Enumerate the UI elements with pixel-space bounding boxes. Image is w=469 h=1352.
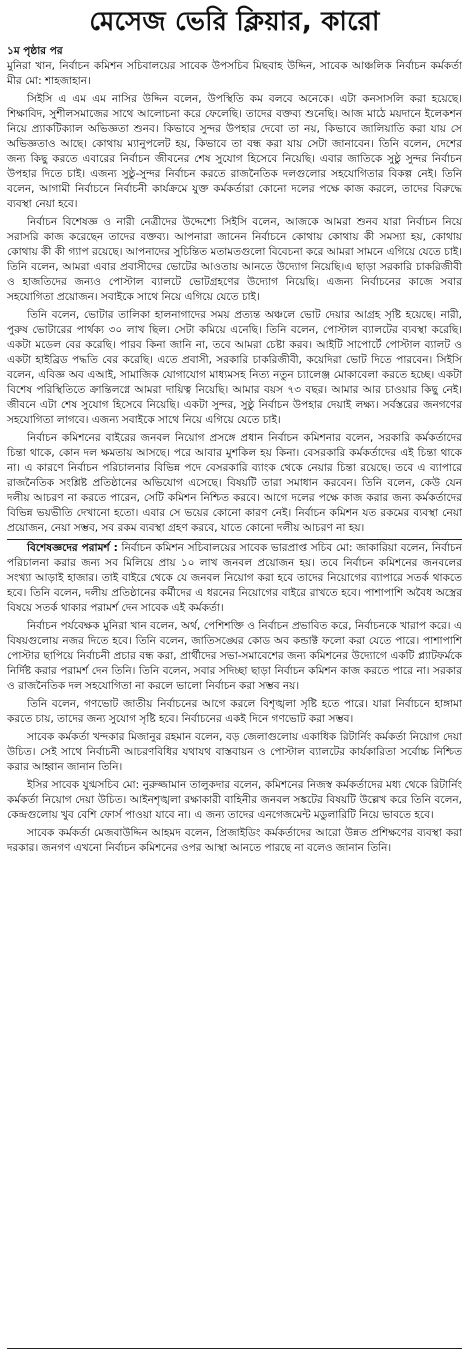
article-paragraph: তিনি বলেন, গণভোট জাতীয় নির্বাচনের আগে করলে বিশৃঙ্খলা সৃষ্টি হতে পারে। যারা নির্বাচনে হাঙ্গামা করতে চায়, তাদের জন্য সুযোগ সৃষ্টি হবে। নির্বাচনের একই দিনে গণভোট করা সম্ভব।: [7, 698, 462, 725]
article-paragraph: সাবেক কর্মকর্তা খন্দকার মিজানুর রহমান বলেন, বড় জেলাগুলোয় একাধিক রিটার্নিং কর্মকর্তা নিয়োগ দেয়া উচিত। সেই সাথে নির্বাচনী আচরণবিধির যথাযথ বাস্তবায়ন ও পোস্টাল ব্যালটের কার্যকারিতা সর্বোচ্চ নিশ্চিত করার আহ্বান জানান তিনি।: [7, 731, 462, 773]
article-paragraph: সিইসি এ এম এম নাসির উদ্দিন বলেন, উপস্থিতি কম বলবে অনেকে। এটা কনসাসলি করা হয়েছে। শিক্ষাবিদ, সুশীলসমাজের সাথে আলোচনা করে ফেলেছি। তাদের বক্তব্য শুনেছি। আজ মাঠে ময়দানে ইলেকশন নিয়ে প্র্যাকটিক্যাল অভিজ্ঞতা শুনব। কিভাবে সুন্দর উপহার দেবো তা নয়, কিভাবে জালিয়াতি করা যায় সে অভিজ্ঞতাও আছে। কোথায় ম্যানুপলেট হয়, কিভাবে তা বন্ধ করা যায় সেটা জানাবেন। তিনি বলেন, দেশের জন্য কিছু করতে এবারের নির্বাচন জীবনের শেষ সুযোগ হিসেবে নিয়েছি। এবার জাতিকে সুষ্ঠু সুন্দর নির্বাচন উপহার দিতে চাই। এজন্য সুষ্ঠু-সুন্দর নির্বাচন করতে রাজনৈতিক দলগুলোর সহযোগিতার বিকল্প নেই। তিনি বলেন, আগামী নির্বাচনে নির্বাচনী কার্যক্রমে যুক্ত কর্মকর্তারা কোনো দলের পক্ষে কাজ করলে, তাদের বিরুদ্ধে ব্যবস্থা নেয়া হবে।: [7, 93, 462, 210]
article-paragraph: মুনিরা খান, নির্বাচন কমিশন সচিবালয়ের সাবেক উপসচিব মিছবাহ উদ্দিন, সাবেক আঞ্চলিক নির্বাচন কর্মকর্তা মীর মো: শাহজাহান।: [7, 60, 462, 87]
article-paragraph: ইসির সাবেক যুগ্মসচিব মো: নুরুজ্জামান তালুকদার বলেন, কমিশনের নিজস্ব কর্মকর্তাদের মধ্য থেকে রিটার্নিং কর্মকর্তা নিয়োগ দেয়া উচিত। আইনশৃঙ্খলা রক্ষাকারী বাহিনীর জনবল সঙ্কটের বিষয়টি উল্লেখ করে তিনি বলেন, কেন্দ্রগুলোয় খুব বেশি ফোর্স পাওয়া যাবে না। এ জন্য তাদের এনগেজমেন্ট মডুলারিটি নিয়ে ভাবতে হবে।: [7, 779, 462, 821]
section-subhead: বিশেষজ্ঞদের পরামর্শ :: [27, 542, 118, 554]
article-paragraph: তিনি বলেন, ভোটার তালিকা হালনাগাদের সময় প্রত্যন্ত অঞ্চলে ভোট দেয়ার আগ্রহ সৃষ্টি হয়েছে। নারী, পুরুষ ভোটারের পার্থক্য ৩০ লাখ ছিল। সেটা কমিয়ে এনেছি। তিনি বলেন, পোস্টাল ব্যালটের ব্যবস্থা করেছি। একটা মডেল বের করেছি। পারব কিনা জানি না, তবে আমরা চেষ্টা করব। আইটি সাপোর্টে পোস্টাল ব্যালট ও একটা হাইব্রিড পদ্ধতি বের করেছি। এতে প্রবাসী, সরকারি চাকরিজীবী, কয়েদিরা ভোট দিতে পারবেন। সিইসি বলেন, এবিজ্ঞ অব এআই, সামাজিক যোগাযোগ মাধ্যমসহ নিত্য নতুন চ্যালেঞ্জ মোকাবেলা করতে হচ্ছে। একটা বিশেষ পরিস্থিতিতে ক্রান্তিলগ্নে আমরা দায়িত্ব নিয়েছি। আমার বয়স ৭৩ বছর। আমার আর চাওয়ার কিছু নেই। জীবনে এটা শেষ সুযোগ হিসেবে নিয়েছি। একটা সুন্দর, সুষ্ঠু নির্বাচন উপহার দেয়াই লক্ষ্য। সর্বস্তরের জনগণের সহযোগিতা লাগবে। এজন্য সবাইকে সাথে নিয়ে এগিয়ে যেতে চাই।: [7, 309, 462, 426]
expert-lead-paragraph: [7, 541, 462, 616]
continued-from-label: ১ম পৃষ্ঠার পর: [7, 45, 63, 57]
article-paragraph: সাবেক কর্মকর্তা মেজবাউদ্দিন আহমদ বলেন, প্রিজাইডিং কর্মকর্তাদের আরো উন্নত প্রশিক্ষণের ব্যবস্থা করা দরকার। জনগণ এখনো নির্বাচন কমিশনের ওপর আস্থা আনতে পারছে না বলেও জানান তিনি।: [7, 827, 462, 854]
expert-advice-section: [7, 539, 462, 856]
article-headline: মেসেজ ভেরি ক্লিয়ার, কারো: [89, 7, 380, 37]
article-paragraph: নির্বাচন বিশেষজ্ঞ ও নারী নেত্রীদের উদ্দেশ্যে সিইসি বলেন, আজকে আমরা শুনব যারা নির্বাচন নিয়ে সরাসরি কাজ করেছেন তাদের বক্তব্য। আপনারা জানেন নির্বাচনে কোথায় কোথায় কী সমস্যা হয়, কোথায় কোথায় কী কী গ্যাপ রয়েছে। আপনাদের সুচিন্তিত মতামতগুলো বিবেচনা করে আমরা সামনে এগিয়ে যেতে চাই। তিনি বলেন, আমরা এবার প্রবাসীদের ভোটের আওতায় আনতে উদ্যোগ নিয়েছি।এ ছাড়া সরকারি চাকরিজীবী ও হাজতিদের জন্যও পোস্টাল ব্যালটে ভোটগ্রহণের উদ্যোগ নিয়েছি। এজন্য নির্বাচনের কাজে সবার সহযোগিতা প্রয়োজন। সবাইকে সাথে নিয়ে এগিয়ে যেতে চাই।: [7, 216, 462, 303]
expert-lead-text: নির্বাচন কমিশন সচিবালয়ের সাবেক ভারপ্রাপ্ত সচিব মো: জাকারিয়া বলেন, নির্বাচন পরিচালনা করার জন্য সব মিলিয়ে প্রায় ১০ লাখ জনবল প্রয়োজন হয়। তবে নির্বাচন কমিশনের জনবলের সংখ্যা আড়াই হাজার। তাই বাইরে থেকে যে জনবল নিয়োগ করা হবে তাদের নিয়োগের ব্যাপারে সতর্ক থাকতে হবে। তিনি বলেন, দলীয় প্রতিষ্ঠানের কর্মীদের এ ধরনের নিয়োগের বাইরে রাখতে হবে। পাশাপাশি অবৈধ অস্ত্রের বিষয়ে সতর্ক থাকার পরামর্শ দেন সাবেক এই কর্মকর্তা।: [7, 542, 462, 614]
article-paragraph: নির্বাচন কমিশনের বাইরের জনবল নিয়োগ প্রসঙ্গে প্রধান নির্বাচন কমিশনার বলেন, সরকারি কর্মকর্তাদের চিন্তা থাকে, কোন দল ক্ষমতায় আসছে। পরে আবার মুশকিল হয় কিনা। বেসরকারি কর্মকর্তাদের এই চিন্তা থাকে না। এ কারণে নির্বাচন পরিচালনার বিভিন্ন পদে বেসরকারি ব্যাংক থেকে নেয়ার চিন্তা রয়েছে। তবে এ ব্যাপারে রাজনৈতিক সংশ্লিষ্ট প্রতিষ্ঠানের অভিযোগ এসেছে। বিষয়টি তারা সমাধান করবেন। তিনি বলেন, কেউ যেন দলীয় আচরণ না করতে পারেন, সেটি কমিশন নিশ্চিত করবে। আগে দলের পক্ষে কাজ করার জন্য কর্মকর্তাদের বিভিন্ন ভয়ভীতি দেখানো হতো। এবার সে ভয়ের কোনো কারণ নেই। নির্বাচন কমিশন যত রকমের ব্যবস্থা নেয়া প্রয়োজন, নেয়া সম্ভব, সব রকম ব্যবস্থা গ্রহণ করবে, যাতে কোনো দলীয় আচরণ না হয়।: [7, 432, 462, 534]
bottom-divider: [7, 1348, 462, 1349]
article-paragraph: নির্বাচন পর্যবেক্ষক মুনিরা খান বলেন, অর্থ, পেশিশক্তি ও নির্বাচন প্রভাবিত করে, নির্বাচনকে খারাপ করে। এ বিষয়গুলোয় নজর দিতে হবে। তিনি বলেন, জাতিসঙ্ঘের কোড অব কন্ডাক্ট ফলো করা যেতে পারে। পাশাপাশি পোস্টার ছাপিয়ে নির্বাচনী প্রচার বন্ধ করা, প্রার্থীদের সভা-সমাবেশের জন্য কমিশনের উদ্যোগে একটি প্ল্যাটফর্মকে নির্দিষ্ট করার পরামর্শ দেন তিনি। তিনি বলেন, সবার সদিচ্ছা ছাড়া নির্বাচন কমিশন কাজ করতে পারে না। সরকার ও রাজনৈতিক দল সহযোগিতা না করলে ভালো নির্বাচন করা সম্ভব নয়।: [7, 620, 462, 692]
